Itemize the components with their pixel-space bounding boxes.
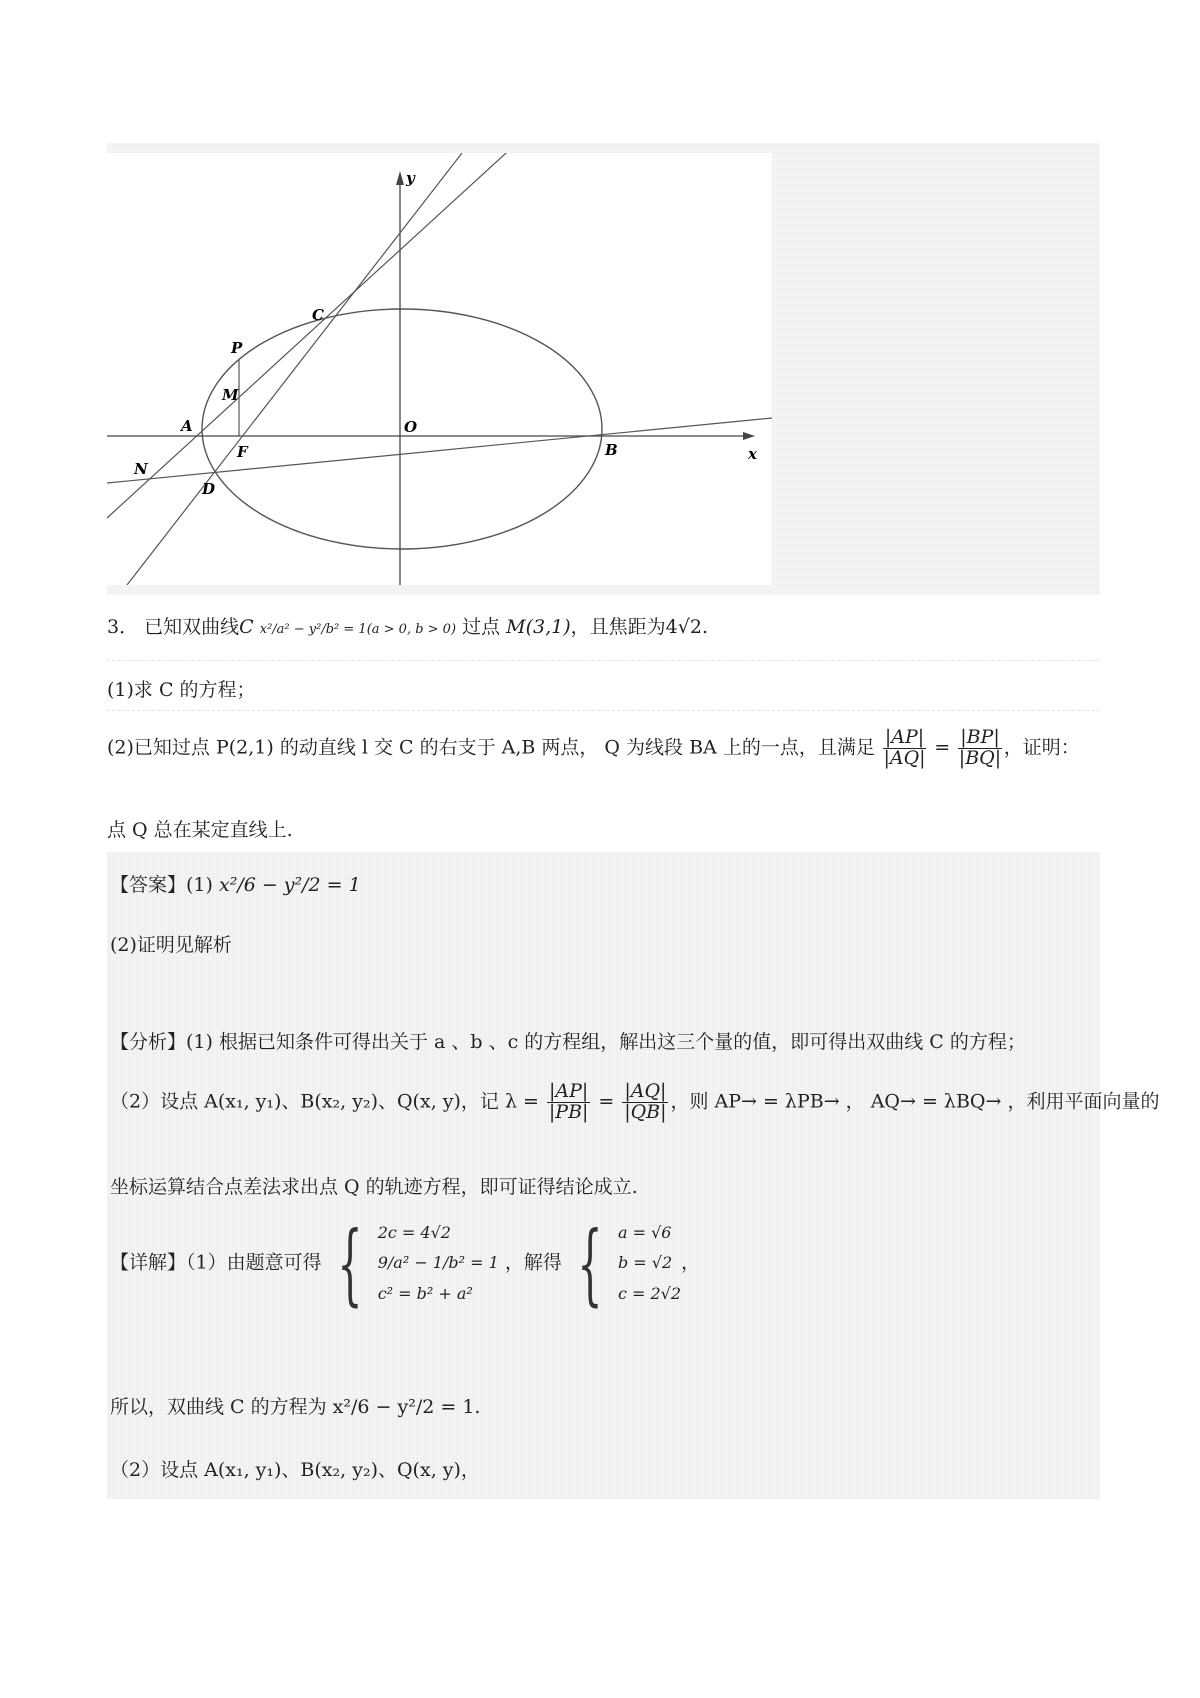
analysis-text2b: ，则 AP→ = λPB→ ， AQ→ = λBQ→ ，利用平面向量的 (670, 1090, 1160, 1113)
label-a: A (181, 417, 193, 435)
question-part2: (2)已知过点 P(2,1) 的动直线 l 交 C 的右支于 A,B 两点， Q 为线段 BA 上的一点，且满足 $\frac{|AP|}{|AQ|}$ = $\frac{|BP|}{|BQ|}$ ，证明： (107, 726, 1080, 769)
label-b: B (605, 441, 618, 459)
ratio-right (958, 728, 1002, 769)
y-axis-arrow (396, 171, 404, 185)
lambda-frac2 (622, 1082, 668, 1123)
label-n: N (134, 460, 148, 478)
focal-end: . (701, 616, 708, 638)
answer1-equation: x²/6 − y²/2 = 1 (218, 874, 361, 896)
equation-system-2 (618, 1218, 681, 1309)
part2-end: ，证明： (1003, 736, 1080, 759)
answer1-prefix: (1) (186, 874, 213, 896)
ratio-right-den: |BQ| (958, 746, 1002, 769)
separator (107, 710, 1100, 711)
question-part1: (1)求 C 的方程； (107, 679, 256, 701)
ratio-left-den: |AQ| (883, 746, 926, 769)
ellipse-diagram (107, 153, 772, 585)
geometry-figure (107, 153, 772, 585)
focal-value: 4√2 (665, 616, 702, 638)
question-number: 3． (107, 616, 139, 638)
question-part2-cont: 点 Q 总在某定直线上. (107, 819, 293, 841)
label-m: M (222, 386, 239, 404)
label-x: x (748, 445, 757, 463)
ratio-left (883, 728, 926, 769)
answer-label: 【答案】 (110, 874, 187, 896)
curve-name: C (239, 616, 254, 638)
lambda-den1: |PB| (548, 1100, 589, 1123)
label-o: O (404, 418, 418, 436)
label-c: C (312, 306, 324, 324)
system2-row: b = √2 (617, 1253, 673, 1273)
lambda-num1: |AP| (549, 1080, 589, 1102)
conclusion-line: 所以，双曲线 C 的方程为 x²/6 − y²/2 = 1. (110, 1396, 481, 1418)
x-axis-arrow (743, 432, 755, 440)
focal-text: ，且焦距为 (570, 616, 666, 638)
left-brace: { (337, 1211, 363, 1315)
left-brace: { (577, 1211, 603, 1315)
system1-row: 2c = 4√2 (377, 1223, 451, 1242)
ratio-left-num: |AP| (884, 726, 925, 748)
system1-row: c² = b² + a² (377, 1283, 473, 1303)
label-d: D (202, 480, 216, 498)
analysis-text2: （2）设点 A(x₁, y₁)、B(x₂, y₂)、Q(x, y)，记 λ = (110, 1090, 539, 1113)
passes-point: 过点 (462, 616, 501, 638)
system2-row: a = √6 (617, 1223, 672, 1242)
analysis-line2: （2）设点 A(x₁, y₁)、B(x₂, y₂)、Q(x, y)，记 λ = $\frac{|AP|}{|PB|}$ = $\frac{|AQ|}{|QB|}$ ，则 AP→ = λPB→ ， AQ→ = λBQ→ ，利用平面向量的 (110, 1080, 1160, 1123)
system2-row: c = 2√2 (617, 1283, 682, 1303)
question-stem (107, 612, 708, 639)
detail1-solve: ，解得 (504, 1251, 562, 1274)
line-cd (127, 153, 462, 585)
lambda-frac1 (547, 1082, 590, 1123)
question-intro: 已知双曲线 (144, 616, 240, 638)
label-y: y (406, 169, 415, 187)
ellipse (202, 309, 602, 549)
label-f: F (237, 443, 248, 461)
detail-line2: （2）设点 A(x₁, y₁)、B(x₂, y₂)、Q(x, y)， (110, 1459, 480, 1481)
detail-line1 (110, 1211, 701, 1315)
analysis-label: 【分析】 (110, 1031, 187, 1053)
hyperbola-equation: x²/a² − y²/b² = 1(a > 0, b > 0) (259, 622, 457, 637)
line-nb (107, 418, 772, 483)
point-m: M(3,1) (506, 616, 571, 638)
analysis-text1: (1) 根据已知条件可得出关于 a 、b 、c 的方程组，解出这三个量的值，即可得出双曲线 C 的方程； (186, 1031, 1026, 1053)
equation-system-1 (378, 1218, 499, 1309)
label-p: P (231, 339, 243, 357)
separator (107, 660, 1100, 661)
answer-line2: (2)证明见解析 (110, 934, 232, 956)
answer-line1 (110, 870, 361, 897)
system1-row: 9/a² − 1/b² = 1 (377, 1253, 499, 1273)
lambda-num2: |AQ| (624, 1080, 667, 1102)
detail1-end: ， (681, 1251, 701, 1274)
detail-label: 【详解】 (110, 1251, 187, 1274)
detail1-text: （1）由题意可得 (186, 1251, 322, 1274)
part2-text: (2)已知过点 P(2,1) 的动直线 l 交 C 的右支于 A,B 两点， Q 为线段 BA 上的一点，且满足 (107, 736, 875, 759)
analysis-line1 (110, 1027, 1026, 1054)
lambda-den2: |QB| (624, 1100, 667, 1123)
analysis-line3: 坐标运算结合点差法求出点 Q 的轨迹方程，即可证得结论成立. (110, 1176, 638, 1198)
ratio-right-num: |BP| (960, 726, 1000, 748)
